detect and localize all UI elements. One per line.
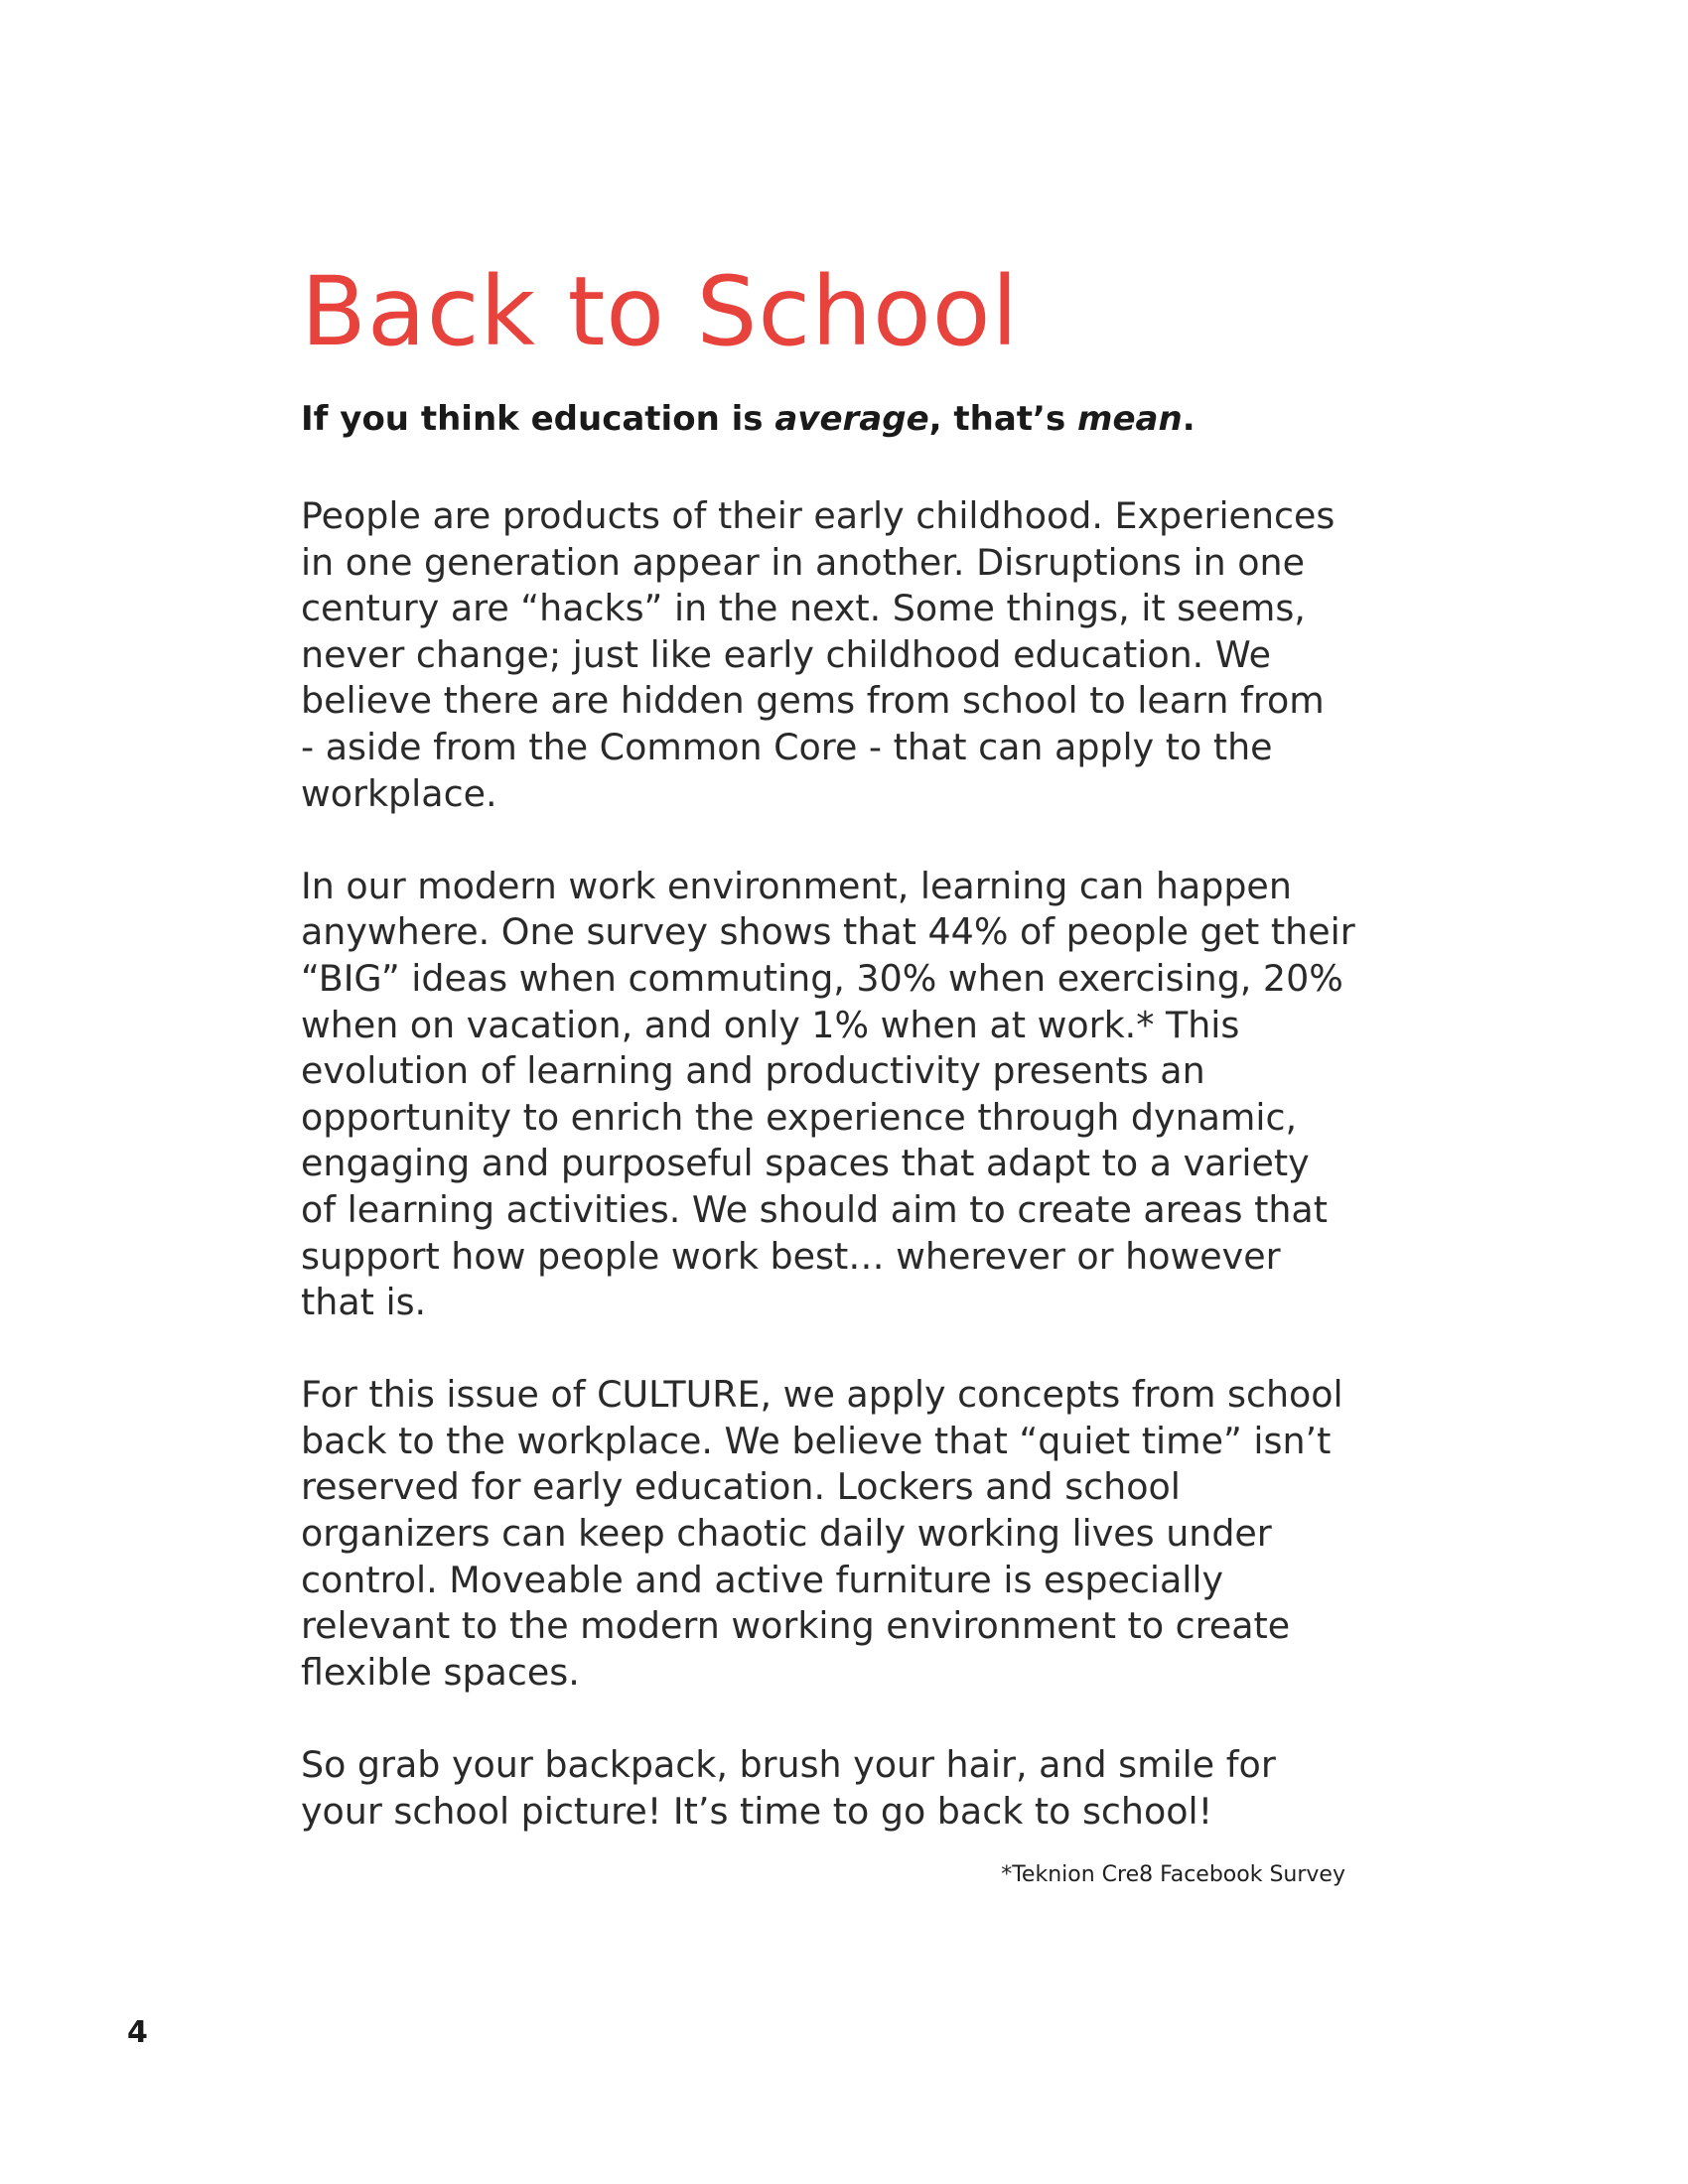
body-paragraph-4: So grab your backpack, brush your hair, and smile for your school picture! It’s time to go back to school! bbox=[301, 1743, 1276, 1833]
footnote: *Teknion Cre8 Facebook Survey bbox=[1001, 1862, 1345, 1887]
body-text bbox=[301, 493, 1403, 1881]
subtitle-part-3: . bbox=[1182, 399, 1196, 439]
body-paragraph-2: In our modern work environment, learning can happen anywhere. One survey shows that 44% of people get their “BIG” ideas when commuting, 30% when exercising, 20% when on vacation, and only 1% when at work.* This evolution of learning and productivity presents an opportunity to enrich the experience through dynamic, engaging and purposeful spaces that adapt to a variety of learning activities. We should aim to create areas that support how people work best… wherever or however that is. bbox=[301, 864, 1355, 1324]
page-title: Back to School bbox=[301, 256, 1020, 367]
subtitle-part-1: If you think education is bbox=[301, 399, 775, 439]
subtitle-part-2: , that’s bbox=[928, 399, 1078, 439]
subtitle bbox=[301, 399, 1196, 440]
body-paragraph-1: People are products of their early childhood. Experiences in one generation appear in another. Disruptions in one century are “hacks” in the next. Some things, it seems, never change; just like early childhood education. We believe there are hidden gems from school to learn from - aside from the Common Core - that can apply to the workplace. bbox=[301, 494, 1336, 815]
subtitle-emphasis-average: average bbox=[774, 399, 929, 439]
subtitle-emphasis-mean: mean bbox=[1077, 399, 1183, 439]
page-number: 4 bbox=[127, 2015, 148, 2050]
body-paragraph-3: For this issue of CULTURE, we apply concepts from school back to the workplace. We believe that “quiet time” isn’t reserved for early education. Lockers and school organizers can keep chaotic daily working lives under control. Moveable and active furniture is especially relevant to the modern working environment to create flexible spaces. bbox=[301, 1373, 1343, 1694]
